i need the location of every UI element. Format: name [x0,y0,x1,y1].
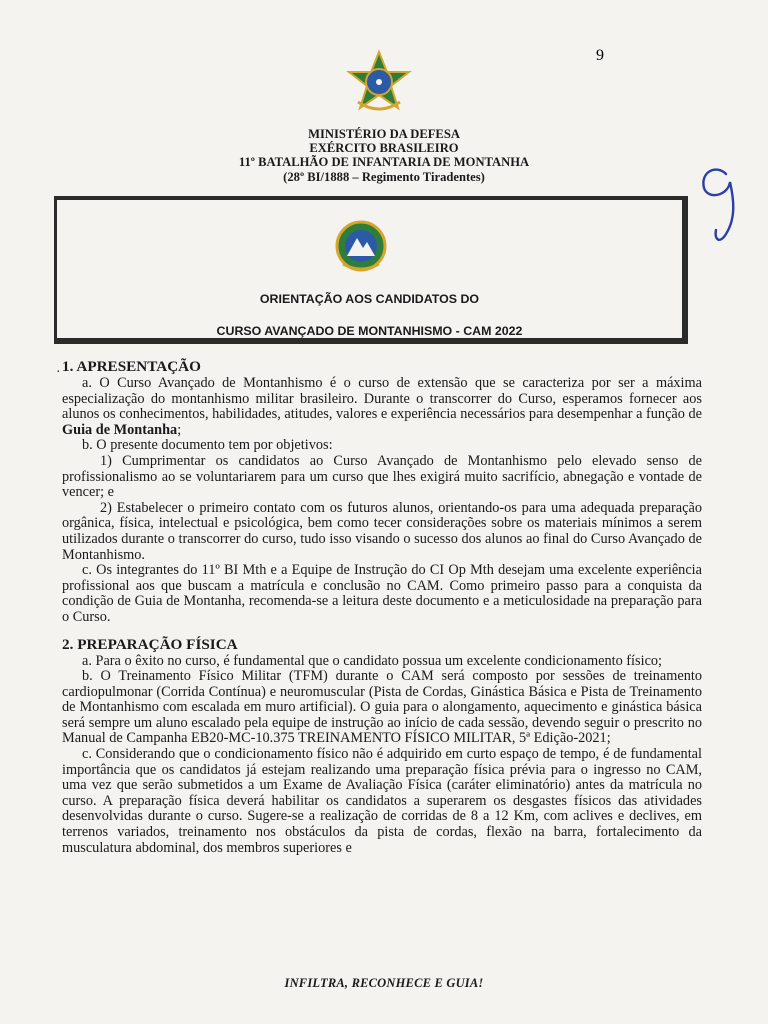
section2-item-c: c. Considerando que o condicionamento físico não é adquirido em curto espaço de tempo, é de fundamental importância que os candidatos já estejam realizando uma preparação física prévia para o ingresso no CAM, uma vez que serão submetidos a um Exame de Avaliação Física (caráter eliminatório) antes da matrícula no curso. A preparação física deverá habilitar os candidatos a superarem os desgastes físicos das atividades desenvolvidas durante o curso. Sugere-se a realização de corridas de 8 a 12 Km, com aclives e declives, em terrenos variados, treinamento nos obstáculos da pista de cordas, flexão na barra, fortalecimento da musculatura abdominal, dos membros superiores e [62,746,702,856]
box-title-line1: ORIENTAÇÃO AOS CANDIDATOS DO [259,292,480,306]
section1-item-c: c. Os integrantes do 11º BI Mth e a Equipe de Instrução do CI Op Mth desejam uma excelente experiência profissional aos que buscam a matrícula e conclusão no CAM. Como primeiro passo para a conquista da condição de Guia de Montanha, recomenda-se a leitura deste documento e a meticulosidade na preparação para o Curso. [62,562,702,625]
section2-item-a: a. Para o êxito no curso, é fundamental que o candidato possua um excelente condicionamento físico; [82,652,663,669]
handwritten-text: 9 [596,47,604,64]
handwritten-page-number [596,47,746,246]
section1-item-b: b. O presente documento tem por objetivos: [82,437,333,454]
footer-motto: INFILTRA, RECONHECE E GUIA! [284,976,484,990]
section1-a-bold: Guia de Montanha [62,421,178,438]
margin-dot: · [56,365,61,380]
header-ministry: MINISTÉRIO DA DEFESA [308,127,460,141]
mountain-guide-badge-icon [335,220,387,272]
section1-a-end: ; [177,421,182,438]
institution-header [0,127,768,184]
header-army: EXÉRCITO BRASILEIRO [309,141,459,156]
coat-of-arms-emblem [346,50,412,116]
section1-item-b1: 1) Cumprimentar os candidatos ao Curso Avançado de Montanhismo pelo elevado senso de profissionalismo ao se voluntariarem para um curso que lhes exigirá muito sacrifício, abnegação e vontade de vencer; e [62,452,702,501]
title-box [54,196,688,344]
section2-item-b: b. O Treinamento Físico Militar (TFM) durante o CAM será composto por sessões de treinamento cardiopulmonar (Corrida Contínua) e neuromuscular (Pista de Cordas, Ginástica Básica e Pista de Treinamento de Montanhismo com escalada em muro artificial). O guia para o alongamento, aquecimento e ginástica básica será sempre um aluno escalado pela equipe de instrução ao início de cada sessão, devendo seguir o prescrito no Manual de Campanha EB20-MC-10.375 TREINAMENTO FÍSICO MILITAR, 5ª Edição-2021; [62,668,702,747]
section2-title: 2. PREPARAÇÃO FÍSICA [62,635,238,653]
section1-item-b2: 2) Estabelecer o primeiro contato com os futuros alunos, orientando-os para uma adequada preparação orgânica, física, intelectual e psicológica, bem como tecer considerações sobre os materiais mínimos a serem utilizados durante o transcorrer do curso, tudo isso visando o sucesso dos alunos ao final do Curso Avançado de Montanhismo. [62,499,702,563]
document-body [62,358,702,856]
header-regiment: (28º BI/1888 – Regimento Tiradentes) [283,169,485,184]
header-battalion: 11º BATALHÃO DE INFANTARIA DE MONTANHA [238,155,530,170]
box-title-line2: CURSO AVANÇADO DE MONTANHISMO - CAM 2022 [216,324,523,338]
section1-title: 1. APRESENTAÇÃO [62,358,201,375]
section1-a-text: a. O Curso Avançado de Montanhismo é o curso de extensão que se caracteriza por ser a máxima especialização do montanhismo militar brasileiro. Durante o transcorrer do Curso, esperamos fornecer aos alunos os conhecimentos, habilidades, atitudes, valores e experiência necessários para desempenhar a função de [62,375,702,423]
section1-item-a [62,376,702,438]
